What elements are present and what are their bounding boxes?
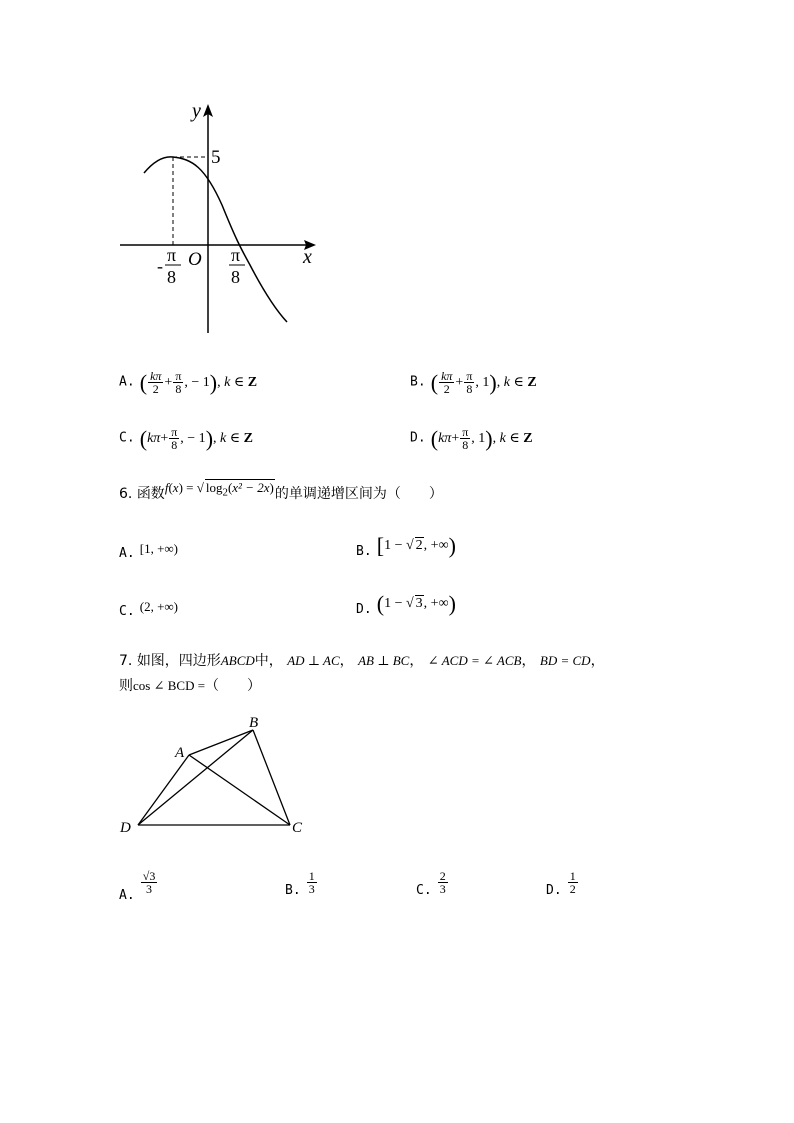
option-letter: B.	[356, 544, 372, 559]
q6-option-a[interactable]	[119, 542, 178, 561]
option-letter: D.	[356, 602, 372, 617]
pos-pi-numerator: π	[231, 245, 241, 265]
question-number: 7.	[119, 653, 133, 669]
q7-option-d[interactable]	[546, 869, 579, 898]
q7-option-a[interactable]	[119, 869, 158, 903]
sep-2: ，	[409, 653, 424, 669]
option-letter: B.	[285, 882, 301, 898]
condition-4: BD = CD	[539, 653, 591, 668]
q5-option-d[interactable]	[410, 426, 533, 451]
quad-name: ABCD	[220, 653, 255, 668]
end-comma: ，	[590, 653, 605, 669]
option-expr: [1 − √ 2, +∞)	[376, 532, 456, 558]
option-letter: A.	[119, 887, 135, 903]
sep-3: ，	[521, 653, 536, 669]
y-axis-label: y	[192, 100, 201, 122]
answer-blank: （ ）	[205, 678, 262, 694]
question-pre: 则	[119, 678, 133, 694]
question-suffix: 的单调递增区间为（ ）	[274, 486, 443, 502]
option-letter: C.	[416, 882, 432, 898]
option-fraction: $\frac{1}{3}$	[308, 869, 315, 896]
q6-option-b[interactable]	[356, 532, 456, 563]
vertex-label-a: A	[175, 745, 185, 761]
sine-graph	[110, 95, 330, 340]
condition-3: ∠ ACD = ∠ ACB	[427, 653, 522, 668]
condition-1: AD ⊥ AC	[287, 653, 340, 668]
pos-pi-denominator: 8	[231, 267, 240, 287]
segment-bd	[138, 730, 253, 825]
option-fraction: $\frac{1}{2}$	[569, 869, 576, 896]
question-text: 如图，四边形	[136, 653, 221, 669]
vertex-label-c: C	[292, 820, 303, 836]
q5-option-c[interactable]	[119, 426, 253, 451]
quadrilateral-figure	[115, 712, 325, 837]
q5-option-a[interactable]	[119, 370, 257, 395]
q7-option-b[interactable]	[285, 869, 318, 898]
neg-sign: -	[157, 256, 163, 276]
option-expr: (kπ+ $\frac{\pi}{8}$ , − 1), k ∈ Z	[139, 425, 253, 452]
question-prefix: 函数	[136, 486, 165, 502]
condition-2: AB ⊥ BC	[358, 653, 410, 668]
option-letter: D.	[546, 882, 562, 898]
option-expr: (2, +∞)	[139, 599, 179, 614]
function-expr: f(x) = √ $\log_2(x^2 - 2x)$	[164, 480, 274, 499]
neg-pi-numerator: π	[167, 245, 177, 265]
option-letter: A.	[119, 546, 135, 561]
vertex-label-d: D	[120, 820, 131, 836]
question-7-line1	[119, 650, 605, 670]
option-letter: B.	[410, 374, 426, 390]
segment-ac	[189, 755, 290, 825]
neg-pi-denominator: 8	[167, 267, 176, 287]
option-letter: A.	[119, 374, 135, 390]
vertex-label-b: B	[249, 715, 259, 731]
q7-option-c[interactable]	[416, 869, 449, 898]
option-letter: C.	[119, 430, 135, 446]
x-axis-label: x	[303, 246, 312, 268]
max-value-label: 5	[211, 147, 221, 168]
question-7-line2	[119, 675, 261, 695]
option-expr: ( $\frac{k\pi}{2}$ + $\frac{\pi}{8}$ , − 1), k ∈ Z	[139, 369, 258, 396]
option-fraction: $\frac{√3}{3}$	[142, 869, 156, 896]
q5-option-b[interactable]	[410, 370, 537, 395]
option-expr: (1 − √ 3, +∞)	[376, 590, 456, 616]
cos-expr: cos ∠ BCD =	[133, 678, 206, 693]
option-letter: D.	[410, 430, 426, 446]
question-text-mid: 中，	[254, 653, 283, 669]
option-expr: ( $\frac{k\pi}{2}$ + $\frac{\pi}{8}$ , 1), k ∈ Z	[430, 369, 537, 396]
q6-option-c[interactable]	[119, 600, 178, 619]
option-letter: C.	[119, 604, 135, 619]
q6-option-d[interactable]	[356, 590, 456, 621]
question-number: 6.	[119, 486, 133, 502]
option-expr: (kπ+ $\frac{\pi}{8}$ , 1), k ∈ Z	[430, 425, 533, 452]
sep-1: ，	[339, 653, 354, 669]
sine-curve	[144, 157, 287, 322]
origin-label: O	[188, 249, 202, 270]
option-expr: [1, +∞)	[139, 541, 179, 556]
option-fraction: $\frac{2}{3}$	[439, 869, 446, 896]
segment-ab	[189, 730, 253, 755]
question-6	[119, 480, 443, 505]
segment-bc	[253, 730, 290, 825]
